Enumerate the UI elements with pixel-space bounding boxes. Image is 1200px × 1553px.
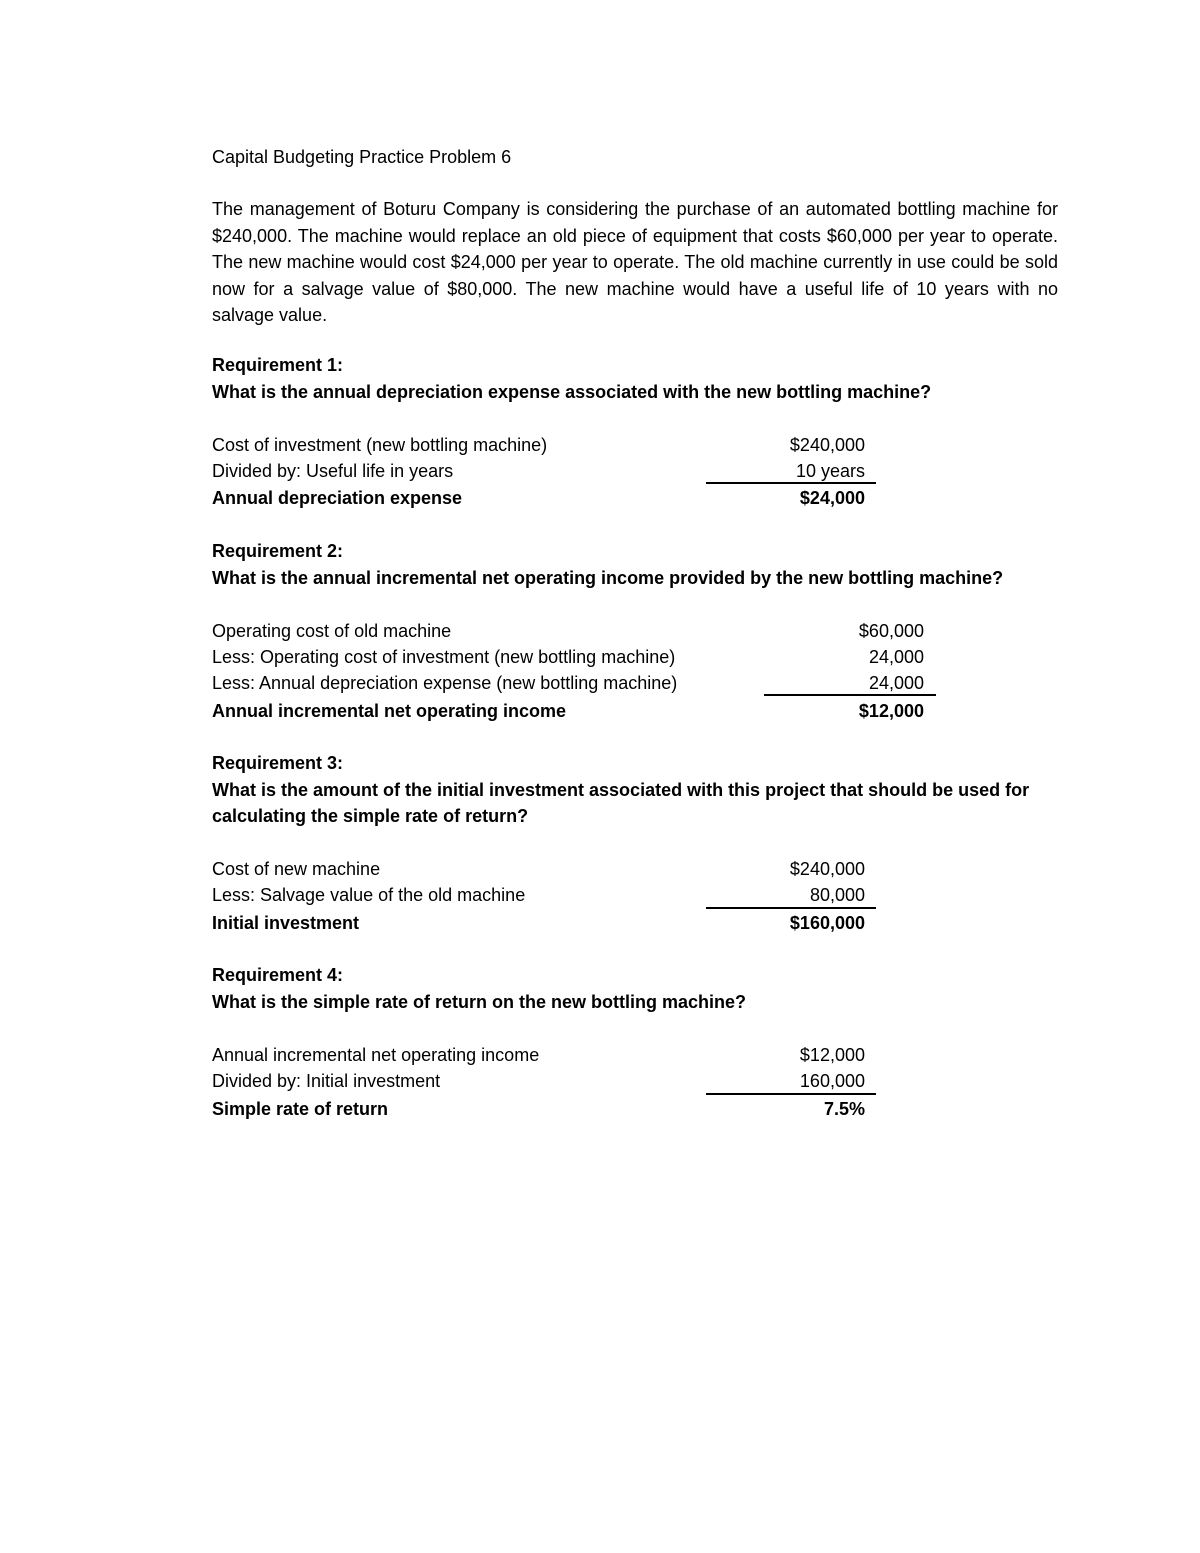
requirement-3-label: Requirement 3: [212,753,344,773]
row-label: Less: Salvage value of the old machine [212,885,526,905]
req2-total-rule [764,694,936,696]
row-label: Simple rate of return [212,1099,389,1119]
requirement-1-label: Requirement 1: [212,355,344,375]
req1-total-rule [706,482,876,484]
row-label: Less: Annual depreciation expense (new bottling machine) [212,673,678,693]
requirement-3 [212,750,1058,830]
requirement-4-label: Requirement 4: [212,965,344,985]
requirement-4 [212,962,1058,1015]
row-label: Annual incremental net operating income [212,1045,540,1065]
row-value: 7.5% [823,1099,865,1119]
row-label: Initial investment [212,913,360,933]
row-value: $12,000 [858,701,924,721]
row-value: $12,000 [799,1045,865,1065]
row-label: Divided by: Useful life in years [212,461,454,481]
row-label: Annual depreciation expense [212,488,463,508]
row-value: $240,000 [789,435,865,455]
row-value: $24,000 [799,488,865,508]
row-label: Annual incremental net operating income [212,701,567,721]
row-value: 10 years [795,461,865,481]
document-title: Capital Budgeting Practice Problem 6 [212,147,512,167]
requirement-2-question: What is the annual incremental net operating income provided by the new bottling machine? [212,567,1004,588]
requirement-4-question: What is the simple rate of return on the new bottling machine? [212,991,747,1012]
row-value: $240,000 [789,859,865,879]
requirement-3-question: What is the amount of the initial investment associated with this project that should be used for calculating the simple rate of return? [212,779,1030,826]
row-value: $160,000 [789,913,865,933]
row-label: Divided by: Initial investment [212,1071,441,1091]
row-value: 80,000 [809,885,865,905]
row-label: Less: Operating cost of investment (new bottling machine) [212,647,676,667]
requirement-1 [212,352,1058,405]
row-value: 160,000 [799,1071,865,1091]
problem-statement: The management of Boturu Company is considering the purchase of an automated bottling machine for $240,000. The machine would replace an old piece of equipment that costs $60,000 per year to operate. The new machine would cost $24,000 per year to operate. The old machine currently in use could be sold now for a salvage value of $80,000. The new machine would have a useful life of 10 years with no salvage value. [212,199,1058,325]
row-value: 24,000 [868,647,924,667]
req3-total-rule [706,907,876,909]
row-value: 24,000 [868,673,924,693]
row-label: Operating cost of old machine [212,621,452,641]
row-value: $60,000 [858,621,924,641]
req4-total-rule [706,1093,876,1095]
requirement-1-question: What is the annual depreciation expense associated with the new bottling machine? [212,381,932,402]
row-label: Cost of new machine [212,859,381,879]
requirement-2 [212,538,1058,591]
row-label: Cost of investment (new bottling machine) [212,435,548,455]
requirement-2-label: Requirement 2: [212,541,344,561]
